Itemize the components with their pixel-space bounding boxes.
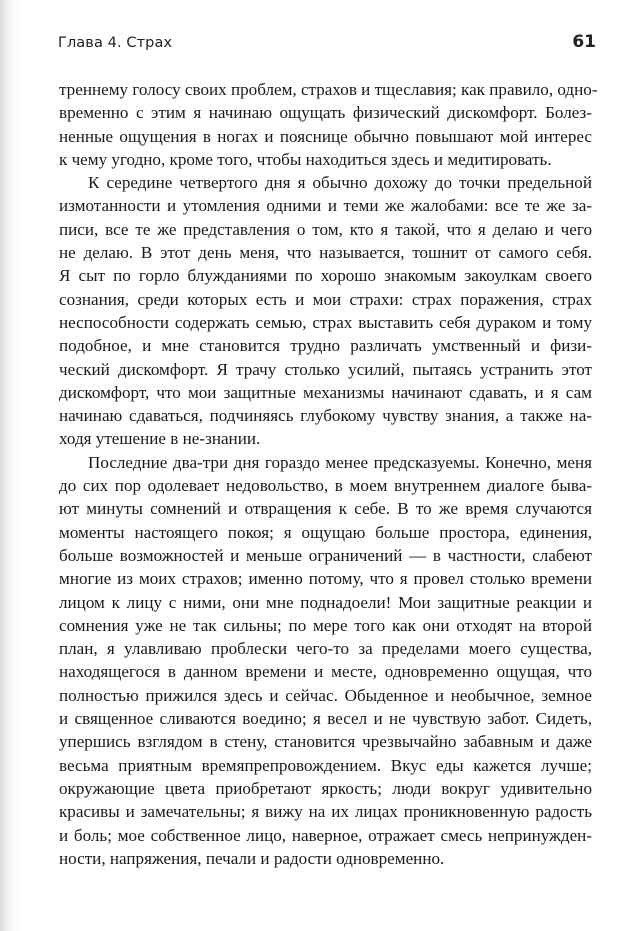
text-line: план, я улавливаю проблески чего-то за пределами моего существа,	[59, 639, 592, 659]
paragraph-1	[59, 78, 598, 171]
text-line: ненные ощущения в ногах и пояснице обычно повышают мой интерес	[59, 126, 592, 146]
text-line: неспособности содержать семью, страх выставить себя дураком и тому	[59, 312, 592, 332]
text-line: Я сыт по горло блужданиями по хорошо знакомым закоулкам своего	[59, 266, 592, 286]
paragraph-2	[59, 171, 592, 451]
text-line: ности, напряжения, печали и радости одновременно.	[59, 848, 445, 868]
text-line: подобное, и мне становится трудно различать умственный и физи-	[59, 336, 592, 356]
text-line: весьма приятным времяпрепровождением. Вкус еды кажется лучше;	[59, 755, 592, 775]
text-line: сомнения уже не так сильны; по мере того как они отходят на второй	[59, 615, 592, 635]
text-line: начинаю сдаваться, подчиняясь глубокому чувству знания, а также на-	[59, 406, 592, 426]
text-line: измотанности и утомления одними и теми же жалобами: все те же за-	[59, 196, 592, 216]
text-line: упершись взглядом в стену, становится чрезвычайно забавным и даже	[59, 732, 592, 752]
text-line: писи, все те же представления о том, кто я такой, что я делаю и чего	[59, 219, 592, 239]
text-line: и боль; мое собственное лицо, наверное, отражает смесь непринужден-	[59, 825, 592, 845]
text-line: сознания, среди которых есть и мои страхи: страх поражения, страх	[59, 289, 592, 309]
text-line: дискомфорт, что мои защитные механизмы начинают сдавать, и я сам	[59, 382, 592, 402]
text-line: К середине четвертого дня я обычно дохожу до точки предельной	[88, 173, 592, 193]
text-line: ют минуты сомнений и отвращения к себе. В то же время случаются	[59, 499, 592, 519]
text-line: треннему голосу своих проблем, страхов и тщеславия; как правило, одно-	[59, 80, 598, 99]
text-line: больше возможностей и меньше ограничений — в частности, слабеют	[59, 545, 592, 565]
text-line: до сих пор одолевает недовольство, в моем внутреннем диалоге быва-	[59, 476, 592, 496]
text-line: не делаю. В этот день меня, что называется, тошнит от самого себя.	[59, 243, 592, 263]
paragraph-3	[59, 451, 592, 870]
text-line: находящегося в данном времени и месте, одновременно ощущая, что	[59, 662, 592, 682]
text-line: и священное сливаются воедино; я весел и не чувствую забот. Сидеть,	[59, 709, 592, 729]
text-line: моменты настоящего покоя; я ощущаю больше простора, единения,	[59, 522, 592, 542]
text-line: временно с этим я начинаю ощущать физический дискомфорт. Болез-	[59, 103, 592, 123]
running-head: Глава 4. Страх	[58, 35, 173, 51]
text-line: к чему угодно, кроме того, чтобы находиться здесь и медитировать.	[59, 149, 552, 169]
text-line: многие из моих страхов; именно потому, что я провел столько времени	[59, 569, 592, 589]
text-line: ческий дискомфорт. Я трачу столько усилий, пытаясь устранить этот	[59, 359, 592, 379]
text-line: ходя утешение в не-знании.	[59, 429, 261, 449]
text-line: полностью прижился здесь и сейчас. Обыденное и необычное, земное	[59, 685, 592, 705]
body-text	[59, 78, 598, 870]
text-line: Последние два-три дня гораздо менее предсказуемы. Конечно, меня	[88, 452, 592, 472]
text-line: красивы и замечательны; я вижу на их лицах проникновенную радость	[59, 802, 592, 822]
text-line: окружающие цвета приобретают яркость; люди вокруг удивительно	[59, 778, 592, 798]
text-line: лицом к лицу с ними, они мне поднадоели! Мои защитные реакции и	[59, 592, 592, 612]
page-number: 61	[572, 32, 596, 52]
